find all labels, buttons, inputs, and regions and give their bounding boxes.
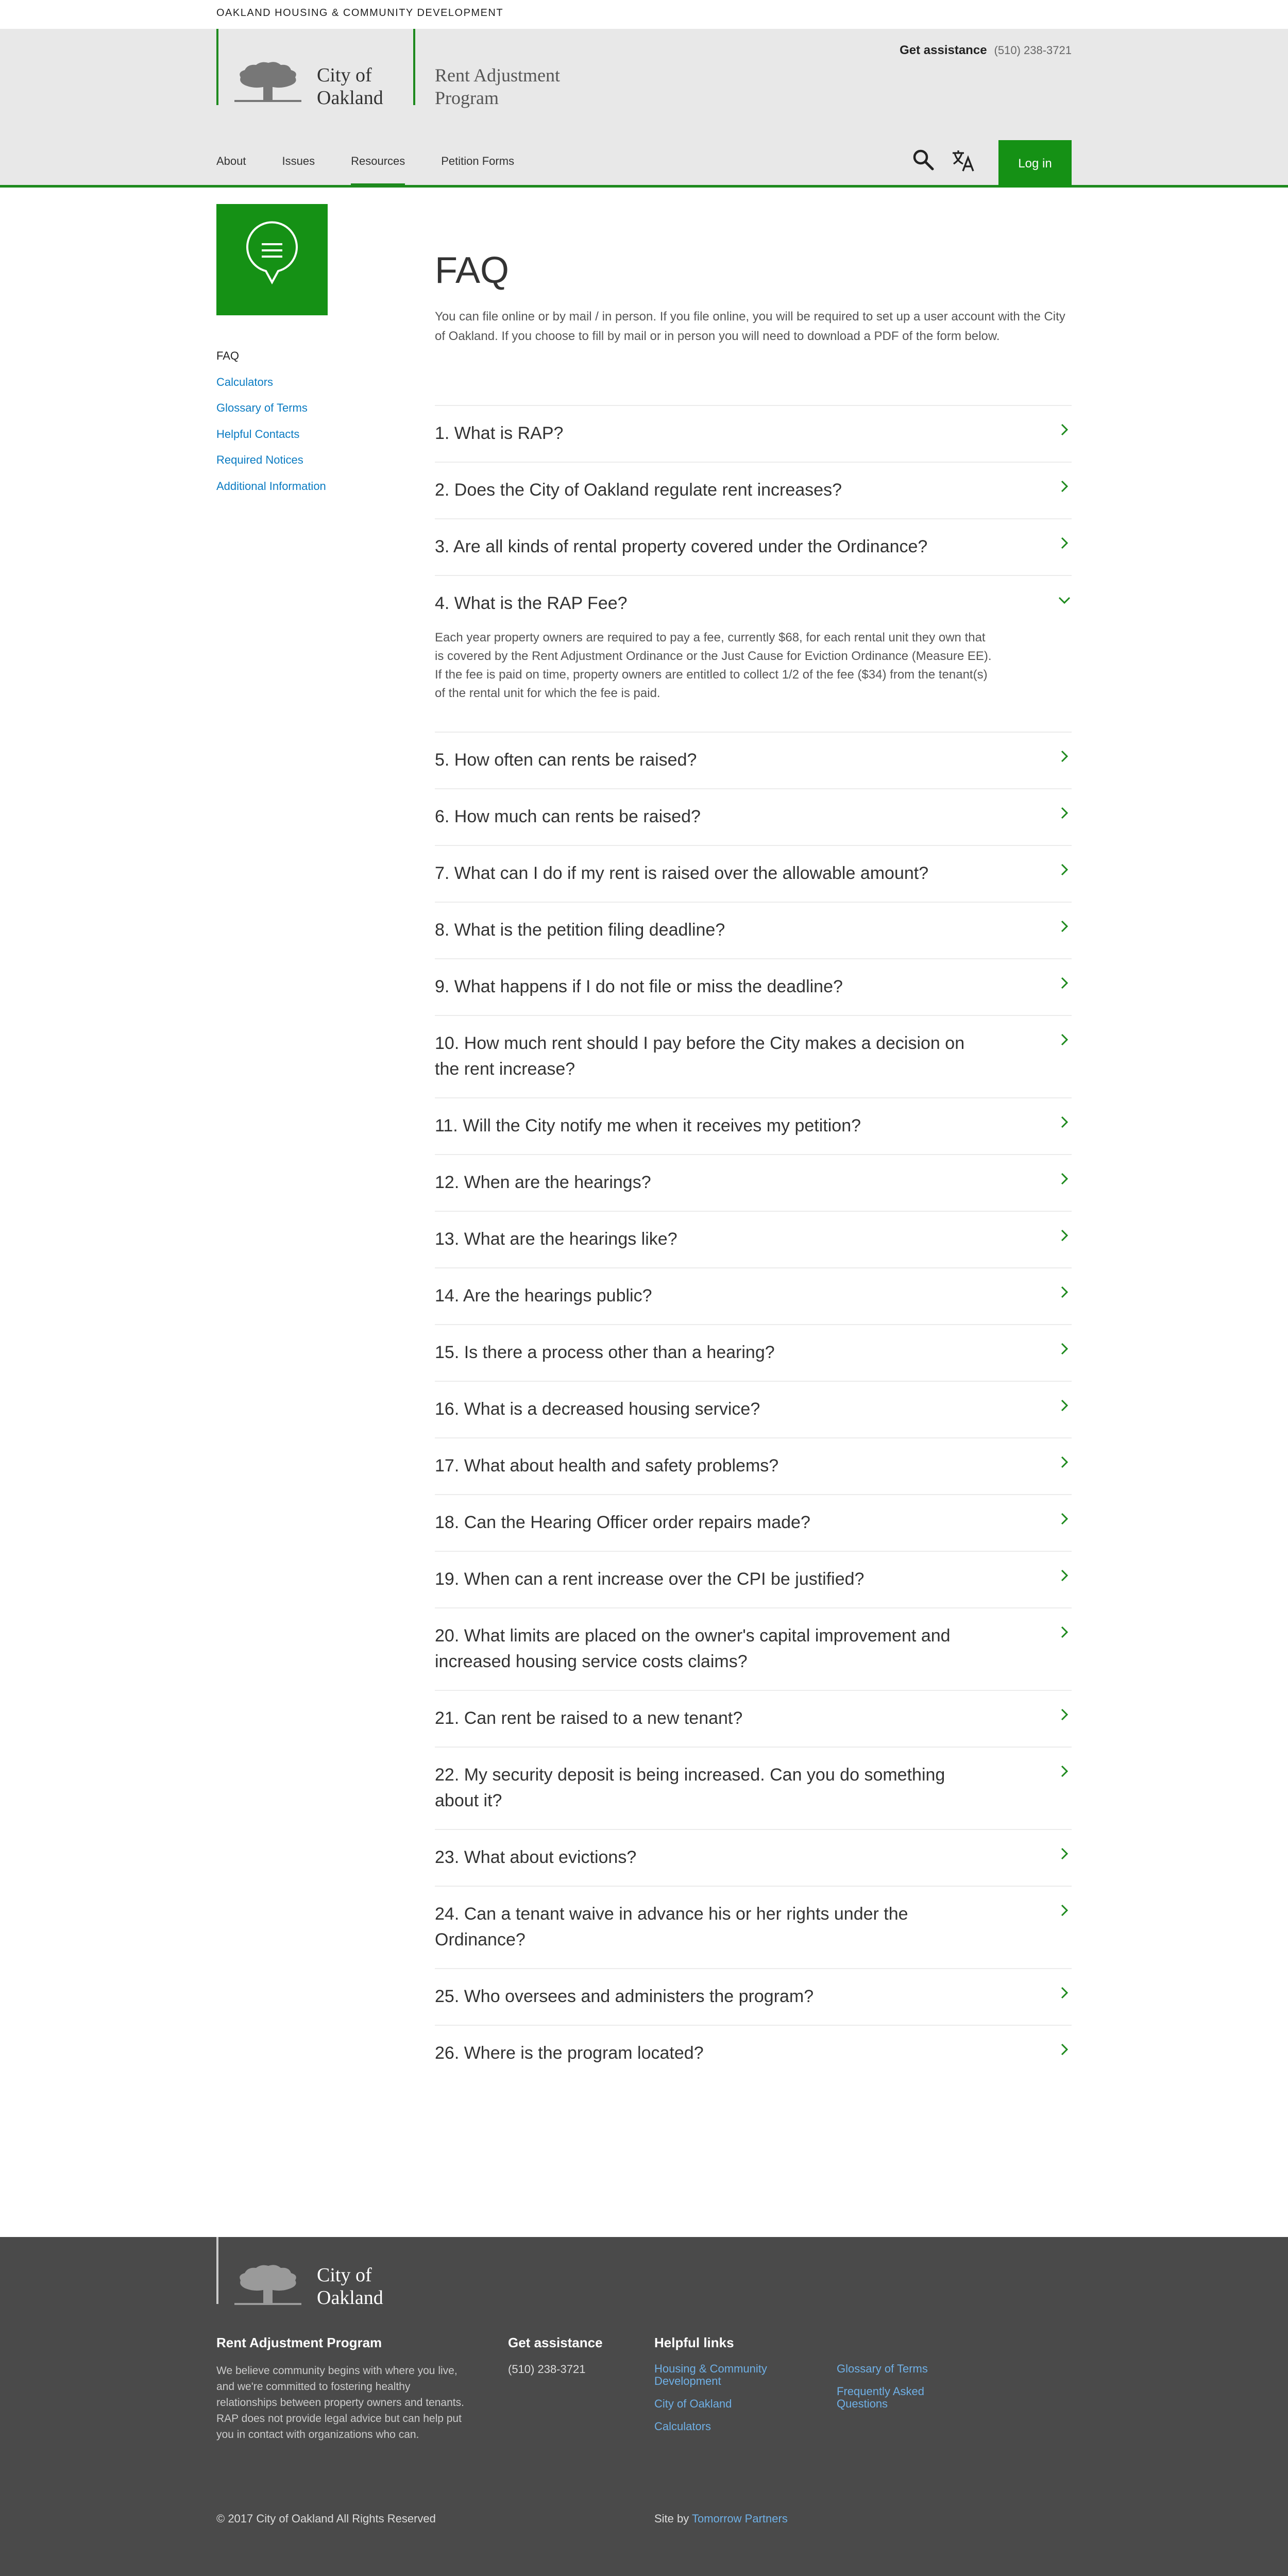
faq-question[interactable]: 20. What limits are placed on the owner's capital improvement and increased housing service costs claims? xyxy=(435,1626,951,1671)
chevron-right-icon[interactable] xyxy=(1057,1568,1072,1583)
nav-issues[interactable]: Issues xyxy=(282,155,315,167)
footer-links-heading: Helpful links xyxy=(654,2335,734,2350)
faq-item[interactable] xyxy=(435,1437,1072,1494)
faq-item[interactable] xyxy=(435,1690,1072,1747)
translate-icon[interactable] xyxy=(951,148,975,173)
chevron-right-icon[interactable] xyxy=(1057,422,1072,437)
site-footer xyxy=(0,2237,1288,2576)
footer-assist-heading: Get assistance xyxy=(508,2335,603,2350)
chevron-right-icon[interactable] xyxy=(1057,1398,1072,1413)
brand-divider xyxy=(216,29,218,105)
faq-item[interactable] xyxy=(435,1607,1072,1690)
sidebar-item-glossary[interactable]: Glossary of Terms xyxy=(216,401,308,414)
footer-brand-divider xyxy=(216,2237,218,2304)
faq-question[interactable]: 18. Can the Hearing Officer order repairs made? xyxy=(435,1513,810,1532)
chevron-right-icon[interactable] xyxy=(1057,1903,1072,1918)
chevron-right-icon[interactable] xyxy=(1057,1512,1072,1526)
chevron-right-icon[interactable] xyxy=(1057,1455,1072,1469)
copyright: © 2017 City of Oakland All Rights Reserved xyxy=(216,2512,436,2525)
sidebar-item-faq[interactable]: FAQ xyxy=(216,349,240,362)
site-credit xyxy=(654,2512,788,2526)
faq-item[interactable] xyxy=(435,1968,1072,2025)
faq-item[interactable] xyxy=(435,788,1072,845)
faq-question[interactable]: 13. What are the hearings like? xyxy=(435,1229,677,1249)
footer-link-city-of-oakland[interactable]: City of Oakland xyxy=(654,2397,732,2410)
faq-item[interactable] xyxy=(435,405,1072,462)
chevron-right-icon[interactable] xyxy=(1057,1846,1072,1861)
faq-item[interactable] xyxy=(435,902,1072,958)
nav-petition-forms[interactable]: Petition Forms xyxy=(441,155,515,167)
footer-rap-text: We believe community begins with where you live, and we're committed to fostering healthy relationships between property owners and tenants. RAP does not provide legal advice but can help put you in contact with organizations who can. xyxy=(216,2365,464,2441)
chevron-right-icon[interactable] xyxy=(1057,1032,1072,1047)
faq-question[interactable]: 10. How much rent should I pay before the City makes a decision on the rent increase? xyxy=(435,1033,965,1079)
chevron-right-icon[interactable] xyxy=(1057,1986,1072,2000)
city-line1: City of xyxy=(317,64,372,86)
intro-text: You can file online or by mail / in person. If you file online, you will be required to set up a user account with the City of Oakland. If you choose to fill by mail or in person you will need to download a PDF of the form below. xyxy=(435,310,1065,343)
faq-item[interactable] xyxy=(435,1747,1072,1829)
chevron-right-icon[interactable] xyxy=(1057,1707,1072,1722)
chevron-down-icon[interactable] xyxy=(1057,592,1072,607)
nav-about[interactable]: About xyxy=(216,155,246,167)
faq-item[interactable] xyxy=(435,1211,1072,1267)
program-line2: Program xyxy=(435,88,499,108)
chevron-right-icon[interactable] xyxy=(1057,806,1072,820)
faq-item[interactable] xyxy=(435,575,1072,732)
faq-question[interactable]: 12. When are the hearings? xyxy=(435,1173,651,1192)
chevron-right-icon[interactable] xyxy=(1057,919,1072,934)
footer-link-housing[interactable]: Housing & Community Development xyxy=(654,2362,767,2387)
chevron-right-icon[interactable] xyxy=(1057,2042,1072,2057)
login-button[interactable]: Log in xyxy=(998,140,1072,188)
faq-item[interactable] xyxy=(435,1381,1072,1437)
tomorrow-partners-link[interactable]: Tomorrow Partners xyxy=(691,2512,788,2525)
faq-item[interactable] xyxy=(435,1886,1072,1968)
program-line1: Rent Adjustment xyxy=(435,65,560,86)
chevron-right-icon[interactable] xyxy=(1057,536,1072,550)
oak-tree-logo[interactable] xyxy=(234,61,301,102)
footer-rap-heading: Rent Adjustment Program xyxy=(216,2335,382,2350)
faq-item[interactable] xyxy=(435,1324,1072,1381)
faq-question[interactable]: 21. Can rent be raised to a new tenant? xyxy=(435,1708,743,1728)
faq-question[interactable]: 19. When can a rent increase over the CPI be justified? xyxy=(435,1569,865,1589)
chevron-right-icon[interactable] xyxy=(1057,862,1072,877)
faq-question[interactable]: 26. Where is the program located? xyxy=(435,2043,704,2063)
page-title: FAQ xyxy=(435,250,510,291)
chevron-right-icon[interactable] xyxy=(1057,1115,1072,1129)
nav-resources[interactable]: Resources xyxy=(351,155,405,188)
chevron-right-icon[interactable] xyxy=(1057,1172,1072,1186)
footer-links-col2 xyxy=(837,2363,950,2420)
sidebar-item-additional-information[interactable]: Additional Information xyxy=(216,479,326,493)
faq-item[interactable] xyxy=(435,1551,1072,1607)
oak-tree-logo[interactable] xyxy=(234,2264,301,2305)
faq-section-badge xyxy=(216,204,328,315)
faq-item[interactable] xyxy=(435,1097,1072,1154)
program-wordmark[interactable] xyxy=(435,64,560,109)
faq-question[interactable]: 4. What is the RAP Fee? xyxy=(435,594,628,613)
faq-question[interactable]: 15. Is there a process other than a hearing? xyxy=(435,1343,775,1362)
faq-answer: Each year property owners are required to pay a fee, currently $68, for each rental unit they own that is covered by the Rent Adjustment Ordinance or the Just Cause for Eviction Ordinance (Measure EE). If the fee is paid on time, property owners are entitled to collect 1/2 of the fee ($34) from the tenant(s) of the rental unit for which the fee is paid. xyxy=(435,631,992,700)
faq-question[interactable]: 17. What about health and safety problems? xyxy=(435,1456,779,1476)
faq-question[interactable]: 14. Are the hearings public? xyxy=(435,1286,652,1306)
faq-question[interactable]: 5. How often can rents be raised? xyxy=(435,750,697,770)
faq-item[interactable] xyxy=(435,2025,1072,2081)
faq-question[interactable]: 24. Can a tenant waive in advance his or her rights under the Ordinance? xyxy=(435,1904,908,1950)
chevron-right-icon[interactable] xyxy=(1057,1342,1072,1356)
faq-question[interactable]: 23. What about evictions? xyxy=(435,1848,637,1867)
main-nav xyxy=(216,155,550,188)
assist-phone[interactable]: (510) 238-3721 xyxy=(994,44,1072,57)
department-label: OAKLAND HOUSING & COMMUNITY DEVELOPMENT xyxy=(216,7,504,19)
chevron-right-icon[interactable] xyxy=(1057,1625,1072,1639)
faq-item[interactable] xyxy=(435,518,1072,575)
faq-item[interactable] xyxy=(435,1267,1072,1324)
site-header xyxy=(0,29,1288,188)
faq-question[interactable]: 7. What can I do if my rent is raised over the allowable amount? xyxy=(435,863,929,883)
top-bar xyxy=(0,0,1288,29)
resources-sidebar xyxy=(216,348,326,504)
faq-question[interactable]: 1. What is RAP? xyxy=(435,423,564,443)
faq-question[interactable]: 11. Will the City notify me when it receives my petition? xyxy=(435,1116,861,1136)
faq-question[interactable]: 3. Are all kinds of rental property covered under the Ordinance? xyxy=(435,537,928,556)
site-by-label: Site by xyxy=(654,2512,689,2525)
faq-item[interactable] xyxy=(435,1829,1072,1886)
footer-city-line2: Oakland xyxy=(317,2287,383,2309)
footer-links-col1 xyxy=(654,2363,799,2443)
sidebar-item-helpful-contacts[interactable]: Helpful Contacts xyxy=(216,427,300,440)
faq-item[interactable] xyxy=(435,1015,1072,1097)
chevron-right-icon[interactable] xyxy=(1057,1285,1072,1299)
faq-question[interactable]: 16. What is a decreased housing service? xyxy=(435,1399,760,1419)
city-wordmark[interactable] xyxy=(317,64,383,109)
footer-link-calculators[interactable]: Calculators xyxy=(654,2420,711,2433)
chat-bubble-icon xyxy=(216,204,328,315)
footer-link-glossary[interactable]: Glossary of Terms xyxy=(837,2362,928,2375)
footer-assist-phone[interactable]: (510) 238-3721 xyxy=(508,2363,586,2376)
search-icon[interactable] xyxy=(912,148,935,171)
faq-item[interactable] xyxy=(435,958,1072,1015)
faq-item[interactable] xyxy=(435,462,1072,518)
faq-accordion xyxy=(435,405,1072,2081)
chevron-right-icon[interactable] xyxy=(1057,1764,1072,1778)
chevron-right-icon[interactable] xyxy=(1057,749,1072,764)
faq-question[interactable]: 2. Does the City of Oakland regulate rent increases? xyxy=(435,480,842,500)
faq-item[interactable] xyxy=(435,732,1072,788)
faq-item[interactable] xyxy=(435,1494,1072,1551)
footer-link-faq[interactable]: Frequently Asked Questions xyxy=(837,2385,924,2410)
faq-question[interactable]: 9. What happens if I do not file or miss the deadline? xyxy=(435,977,843,996)
faq-question[interactable]: 22. My security deposit is being increased. Can you do something about it? xyxy=(435,1765,945,1810)
faq-item[interactable] xyxy=(435,1154,1072,1211)
faq-question[interactable]: 8. What is the petition filing deadline? xyxy=(435,920,725,940)
assist-label: Get assistance xyxy=(900,43,987,57)
faq-item[interactable] xyxy=(435,845,1072,902)
chevron-right-icon[interactable] xyxy=(1057,479,1072,494)
sidebar-item-required-notices[interactable]: Required Notices xyxy=(216,453,303,466)
get-assistance xyxy=(900,43,1072,58)
footer-city-line1: City of xyxy=(317,2264,372,2286)
chevron-right-icon[interactable] xyxy=(1057,1228,1072,1243)
faq-question[interactable]: 25. Who oversees and administers the program? xyxy=(435,1987,814,2006)
brand-divider xyxy=(413,29,415,105)
faq-question[interactable]: 6. How much can rents be raised? xyxy=(435,807,701,826)
sidebar-item-calculators[interactable]: Calculators xyxy=(216,375,274,388)
chevron-right-icon[interactable] xyxy=(1057,976,1072,990)
footer-city-wordmark[interactable] xyxy=(317,2264,383,2309)
city-line2: Oakland xyxy=(317,87,383,109)
